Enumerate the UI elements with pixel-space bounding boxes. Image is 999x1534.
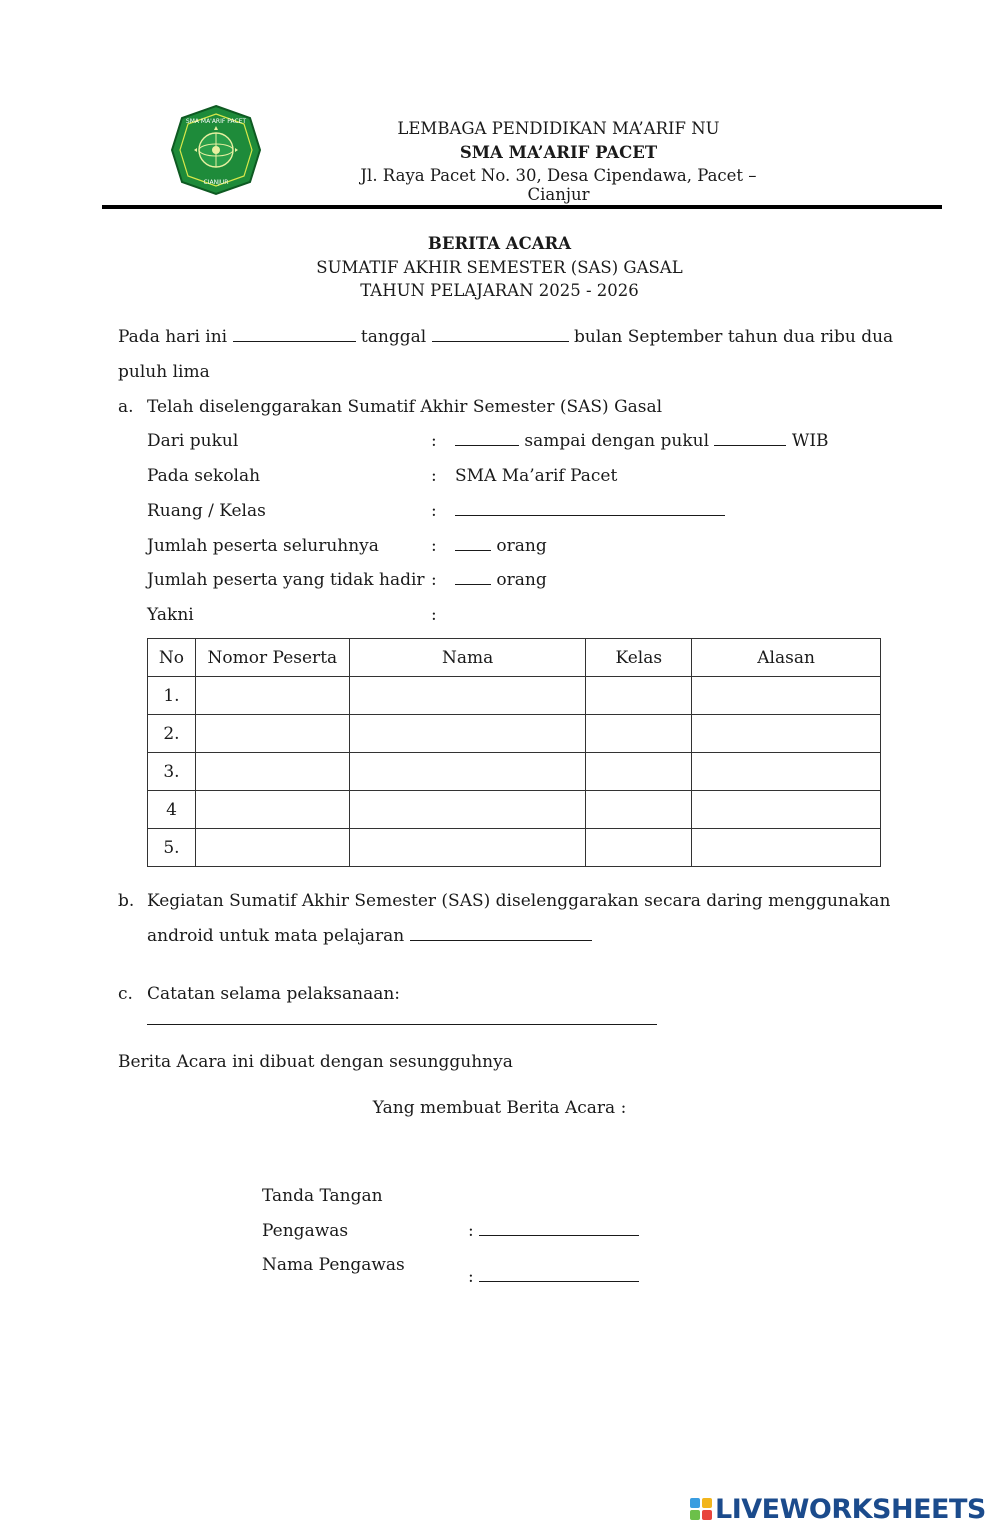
jumlah-label: Jumlah peserta seluruhnya — [147, 536, 379, 556]
intro-line: Pada hari ini tanggal bulan September tahun dua ribu dua — [118, 327, 894, 347]
ruang-value — [455, 501, 725, 521]
cell-alasan[interactable] — [692, 791, 881, 829]
yakni-label: Yakni — [147, 605, 194, 625]
colon: : — [431, 466, 437, 486]
section-b-letter: b. — [118, 891, 135, 911]
cell-alasan[interactable] — [692, 753, 881, 791]
mapel-blank[interactable] — [410, 926, 592, 941]
tidak-hadir-label: Jumlah peserta yang tidak hadir — [147, 570, 425, 590]
table-row — [148, 677, 881, 715]
logo-bottom-text: CIANJUR — [203, 179, 229, 186]
table-row — [148, 753, 881, 791]
cell-kelas[interactable] — [586, 753, 692, 791]
cell-kelas[interactable] — [586, 791, 692, 829]
jam-mulai-blank[interactable] — [455, 431, 519, 446]
logo-top-text: SMA MA'ARIF PACET — [185, 118, 247, 125]
col-nama: Nama — [349, 639, 586, 677]
cell-nomor[interactable] — [195, 829, 349, 867]
sekolah-value: SMA Ma’arif Pacet — [455, 466, 618, 486]
tanggal-blank[interactable] — [432, 327, 569, 342]
tidak-hadir-blank[interactable] — [455, 570, 491, 585]
cell-nama[interactable] — [349, 829, 586, 867]
cell-alasan[interactable] — [692, 715, 881, 753]
section-c-letter: c. — [118, 984, 133, 1004]
catatan-blank[interactable] — [147, 1010, 657, 1025]
cell-nomor[interactable] — [195, 677, 349, 715]
jam-selesai-blank[interactable] — [714, 431, 786, 446]
cell-kelas[interactable] — [586, 677, 692, 715]
signature-heading: Yang membuat Berita Acara : — [372, 1098, 627, 1118]
cell-nama[interactable] — [349, 753, 586, 791]
sekolah-label: Pada sekolah — [147, 466, 261, 486]
pengawas-value: : — [468, 1221, 639, 1241]
section-a-text: Telah diselenggarakan Sumatif Akhir Semester (SAS) Gasal — [147, 397, 663, 417]
cell-nomor[interactable] — [195, 791, 349, 829]
table-row — [148, 715, 881, 753]
nama-pengawas-value: : — [468, 1267, 639, 1287]
col-alasan: Alasan — [692, 639, 881, 677]
cell-nomor[interactable] — [195, 753, 349, 791]
section-b-line2: android untuk mata pelajaran — [147, 926, 592, 946]
school-logo — [170, 104, 262, 196]
cell-kelas[interactable] — [586, 829, 692, 867]
col-nomor-peserta: Nomor Peserta — [195, 639, 349, 677]
col-no: No — [148, 639, 196, 677]
row-number: 4 — [148, 791, 196, 829]
colon: : — [431, 536, 437, 556]
table-header-row — [148, 639, 881, 677]
jumlah-value: orang — [455, 536, 547, 556]
cell-nama[interactable] — [349, 715, 586, 753]
colon: : — [431, 431, 437, 451]
table-row — [148, 791, 881, 829]
header-divider — [102, 205, 942, 209]
nama-pengawas-blank[interactable] — [479, 1267, 639, 1282]
row-number: 1. — [148, 677, 196, 715]
cell-kelas[interactable] — [586, 715, 692, 753]
row-number: 5. — [148, 829, 196, 867]
colon: : — [431, 501, 437, 521]
absent-table — [147, 638, 881, 867]
hari-blank[interactable] — [233, 327, 356, 342]
jumlah-blank[interactable] — [455, 536, 491, 551]
cell-nama[interactable] — [349, 791, 586, 829]
section-c-text: Catatan selama pelaksanaan: — [147, 984, 401, 1004]
cell-alasan[interactable] — [692, 677, 881, 715]
pengawas-label: Pengawas — [262, 1221, 349, 1241]
header-school: SMA MA’ARIF PACET — [459, 143, 658, 162]
intro-line-2: puluh lima — [118, 362, 210, 382]
tanda-tangan-label: Tanda Tangan — [262, 1186, 383, 1206]
ruang-label: Ruang / Kelas — [147, 501, 266, 521]
nama-pengawas-label: Nama Pengawas — [262, 1255, 405, 1275]
closing-text: Berita Acara ini dibuat dengan sesungguhnya — [118, 1052, 513, 1072]
dari-label: Dari pukul — [147, 431, 239, 451]
tidak-hadir-value: orang — [455, 570, 547, 590]
liveworksheets-brand — [690, 1493, 986, 1525]
table-row — [148, 829, 881, 867]
doc-year: TAHUN PELAJARAN 2025 - 2026 — [360, 281, 639, 300]
cell-nomor[interactable] — [195, 715, 349, 753]
section-a-letter: a. — [118, 397, 134, 417]
colon: : — [431, 570, 437, 590]
tanda-tangan-blank[interactable] — [479, 1221, 639, 1236]
section-b-line1: Kegiatan Sumatif Akhir Semester (SAS) diselenggarakan secara daring menggunakan — [147, 891, 891, 911]
doc-title: BERITA ACARA — [427, 234, 572, 253]
brand-name: LIVEWORKSHEETS — [715, 1493, 986, 1525]
colon: : — [431, 605, 437, 625]
dari-value: sampai dengan pukul WIB — [455, 431, 829, 451]
doc-subtitle: SUMATIF AKHIR SEMESTER (SAS) GASAL — [316, 258, 683, 277]
ruang-blank[interactable] — [455, 501, 725, 516]
cell-alasan[interactable] — [692, 829, 881, 867]
catatan-line — [147, 1010, 657, 1030]
header-org: LEMBAGA PENDIDIKAN MA’ARIF NU — [397, 119, 720, 138]
header-address: Jl. Raya Pacet No. 30, Desa Cipendawa, Pacet – Cianjur — [360, 166, 757, 204]
col-kelas: Kelas — [586, 639, 692, 677]
brand-icon — [690, 1498, 712, 1520]
cell-nama[interactable] — [349, 677, 586, 715]
row-number: 2. — [148, 715, 196, 753]
row-number: 3. — [148, 753, 196, 791]
